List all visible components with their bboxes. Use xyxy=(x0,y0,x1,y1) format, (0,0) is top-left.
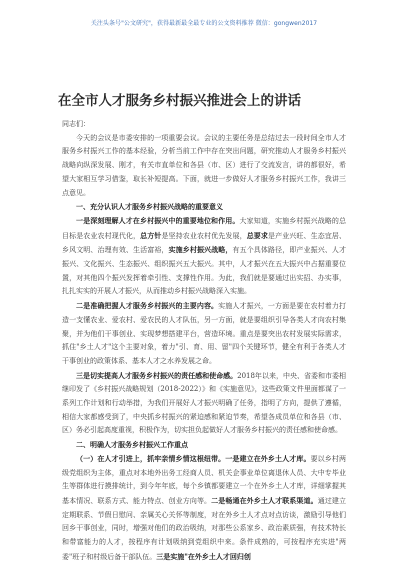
paragraph-text: 2018年以来，中央、省委和市委相继印发了《乡村振兴战略规划（2018-2022）》和《实施意见》，这些政策文件里面都谋了一系列工作计划和行动举措，为我们开展好人才振兴明确了任务，指明了方向，提供了遵循，相信大家都感受到了，中央抓乡村振兴的紧迫感和紧迫节奏，希望各成员单位和各县（市、区）务必引起高度重视，积极作为，切实担负起做好人才服务乡村振兴的责任感和使命感。 xyxy=(62,371,346,435)
body-paragraph xyxy=(62,299,346,369)
bold-text: 三是实施"在外乡土人才回归创 xyxy=(156,551,251,561)
section-heading: 一、充分认识人才服务乡村振兴战略的重要意义 xyxy=(76,202,223,212)
paragraph-text: 实施人才振兴，一方面是要在农村着力打造一支懂农业、爱农村、爱农民的人才队伍，另一方面，就是要组织引导各类人才向农村集聚，并为他们干事创业、实现梦想搭建平台，营造环境。重点是要突出农村发展实际需求，抓住"乡土人才"这个主要对象，着力"引、育、用、留"四个关键环节，健全有利于各类人才干事创业的政策体系、基本人才之水养发展之命。 xyxy=(62,302,347,365)
bold-text: 二是畅通在外乡土人才联系渠道。 xyxy=(211,495,318,505)
bold-text: 总方针 xyxy=(140,230,162,240)
section-heading: 二、明确人才服务乡村振兴工作重点 xyxy=(76,440,188,450)
promo-banner: 关注头条号"公文研究"，获得最新最全最专业的公文资料推荐 微信：gongwen2017 xyxy=(90,20,318,27)
paragraph-text: 是坚持农业农村优先发展， xyxy=(161,231,247,240)
bold-text: 实施乡村振兴战略， xyxy=(168,245,233,255)
body-paragraph xyxy=(62,369,346,439)
bold-text: 一是深刻理解人才在乡村振兴中的重要地位和作用。 xyxy=(76,215,240,225)
paragraph-list xyxy=(62,132,346,565)
salutation: 同志们： xyxy=(62,120,90,128)
paragraph-text: 今天的会议是市委安排的一项重要会议。会议的主要任务是总结过去一段时间全市人才服务乡村振兴工作的基本经验，分析当前工作中存在突出问题，研究推动人才服务乡村振兴战略向纵深发展、刚才，有关市直单位和各县（市、区）进行了交流发言，讲的都很好，希望大家相互学习借鉴，取长补短提高。下面，就进一步做好人才服务乡村振兴工作，我讲三点意见。 xyxy=(62,133,346,197)
paragraph-text: 是产业兴旺、生态宜居、乡风文明、治理有效、生活富裕， xyxy=(62,231,347,255)
bold-text: 二是准确把握人才服务乡村振兴的主要内容。 xyxy=(76,301,219,311)
body-paragraph xyxy=(62,214,346,299)
paragraph-text: 通过建立定期联系、节假日慰问、亲属关心关怀等制度，对在外乡土人才点对点访谈，激励引导他们回乡干事创业，同时，增强对他们的政治吸纳，对那些公系家乡、政治素质强，有技术特长和带富能力的人才，按程序有计划吸纳到党组织中来。条件成熟的，可按程序充实进"两委"班子和村级后备干部队伍。 xyxy=(62,496,347,561)
body-paragraph xyxy=(62,132,346,201)
bold-text: （一）在人才引进上，抓牢亲情乡情这根纽带。一是建立在外乡土人才库。 xyxy=(76,453,311,463)
bold-text: 总要求 xyxy=(246,230,268,240)
body-paragraph xyxy=(62,452,346,565)
paragraph-text: 有五个具体路径，即产业振兴、人才振兴、文化振兴、生态振兴、组织振兴五大振兴。其中，人才振兴在五大振兴中占据重要位置，对其他四个振兴发挥着牵引性、支撑性作用。为此，我们就是要通过出实招、办实事，扎扎实实的开展人才振兴，从而推动乡村振兴战略深入实施。 xyxy=(62,246,347,296)
paragraph-text: 大家知道，实施乡村振兴战略的总目标是农业农村现代化， xyxy=(62,216,347,240)
bold-text: 三是切实提高人才服务乡村振兴的责任感和使命感。 xyxy=(76,370,238,380)
paragraph-text: 要以乡村两级党组织为主体，重点对本地外出务工经商人员、机关企事业单位离退休人员、大中专毕业生等群体进行摸排统计，到今年年底，每个乡镇都要建立一个在外乡土人才库，详细掌握其基本情况、联系方式、能力特点、创业方向等。 xyxy=(62,454,347,505)
document-body xyxy=(62,118,346,565)
document-title: 在全市人才服务乡村振兴推进会上的讲话 xyxy=(58,93,301,109)
